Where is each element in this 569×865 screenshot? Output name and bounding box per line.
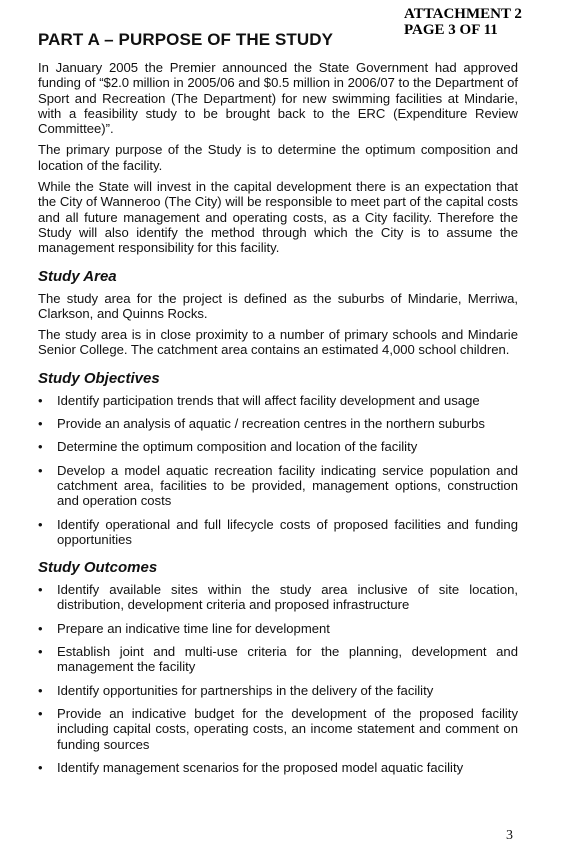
list-item <box>38 416 518 431</box>
study-area-paragraph: The study area for the project is defined as the suburbs of Mindarie, Merriwa, Clarkson, and Quinns Rocks. <box>38 290 518 321</box>
intro-paragraph: In January 2005 the Premier announced the State Government had approved funding of “$2.0 million in 2005/06 and $0.5 million in 2006/07 to the Department of Sport and Recreation (The Department) for new swimming facilities at Mindarie, with a feasibility study to be brought back to the ERC (Expenditure Review Committee)”. <box>38 60 518 137</box>
list-item-text: Determine the optimum composition and location of the facility <box>57 439 418 455</box>
bullet-icon: • <box>38 416 43 432</box>
bullet-icon: • <box>38 462 43 478</box>
list-item-text: Identify management scenarios for the proposed model aquatic facility <box>57 759 464 775</box>
document-body <box>38 30 518 783</box>
list-item <box>38 463 518 509</box>
list-item-text: Identify operational and full lifecycle costs of proposed facilities and funding opportunities <box>57 516 518 547</box>
bullet-icon: • <box>38 516 43 532</box>
section-heading-study-objectives: Study Objectives <box>38 369 160 387</box>
list-item-text: Prepare an indicative time line for development <box>57 620 330 636</box>
attachment-label: ATTACHMENT 2 <box>404 6 522 22</box>
list-item <box>38 621 518 636</box>
list-item <box>38 393 518 408</box>
bullet-icon: • <box>38 644 43 660</box>
page-reference: PAGE 3 OF 11 <box>404 22 498 38</box>
section-heading-study-area: Study Area <box>38 267 117 285</box>
list-item-text: Establish joint and multi-use criteria for the planning, development and management the facility <box>57 644 518 675</box>
study-area-paragraph: The study area is in close proximity to a number of primary schools and Mindarie Senior College. The catchment area contains an estimated 4,000 school children. <box>38 327 518 358</box>
list-item <box>38 582 518 613</box>
outcomes-list <box>38 582 518 775</box>
bullet-icon: • <box>38 439 43 455</box>
list-item <box>38 644 518 675</box>
page-title: PART A – PURPOSE OF THE STUDY <box>38 30 334 49</box>
list-item <box>38 760 518 775</box>
objectives-list <box>38 393 518 547</box>
intro-paragraph: The primary purpose of the Study is to determine the optimum composition and location of the facility. <box>38 142 518 173</box>
list-item <box>38 517 518 548</box>
list-item <box>38 706 518 752</box>
list-item-text: Develop a model aquatic recreation facility indicating service population and catchment area, facilities to be provided, management options, construction and operation costs <box>57 462 518 509</box>
list-item <box>38 683 518 698</box>
list-item-text: Provide an analysis of aquatic / recreation centres in the northern suburbs <box>57 416 485 432</box>
list-item-text: Identify available sites within the study area inclusive of site location, distribution, development criteria and proposed infrastructure <box>57 582 518 613</box>
intro-paragraph: While the State will invest in the capital development there is an expectation that the City of Wanneroo (The City) will be responsible to meet part of the capital costs and all future management and operating costs, as a City facility. Therefore the Study will also identify the method through which the City is to assume the management responsibility for this facility. <box>38 179 518 256</box>
bullet-icon: • <box>38 705 43 721</box>
bullet-icon: • <box>38 582 43 598</box>
list-item <box>38 439 518 454</box>
bullet-icon: • <box>38 392 43 408</box>
list-item-text: Identify participation trends that will affect facility development and usage <box>57 392 480 408</box>
bullet-icon: • <box>38 759 43 775</box>
section-heading-study-outcomes: Study Outcomes <box>38 559 158 577</box>
bullet-icon: • <box>38 620 43 636</box>
bullet-icon: • <box>38 682 43 698</box>
list-item-text: Provide an indicative budget for the development of the proposed facility including capital costs, operating costs, an income statement and comment on funding sources <box>57 705 518 752</box>
list-item-text: Identify opportunities for partnerships in the delivery of the facility <box>57 682 434 698</box>
page-number: 3 <box>506 828 513 843</box>
